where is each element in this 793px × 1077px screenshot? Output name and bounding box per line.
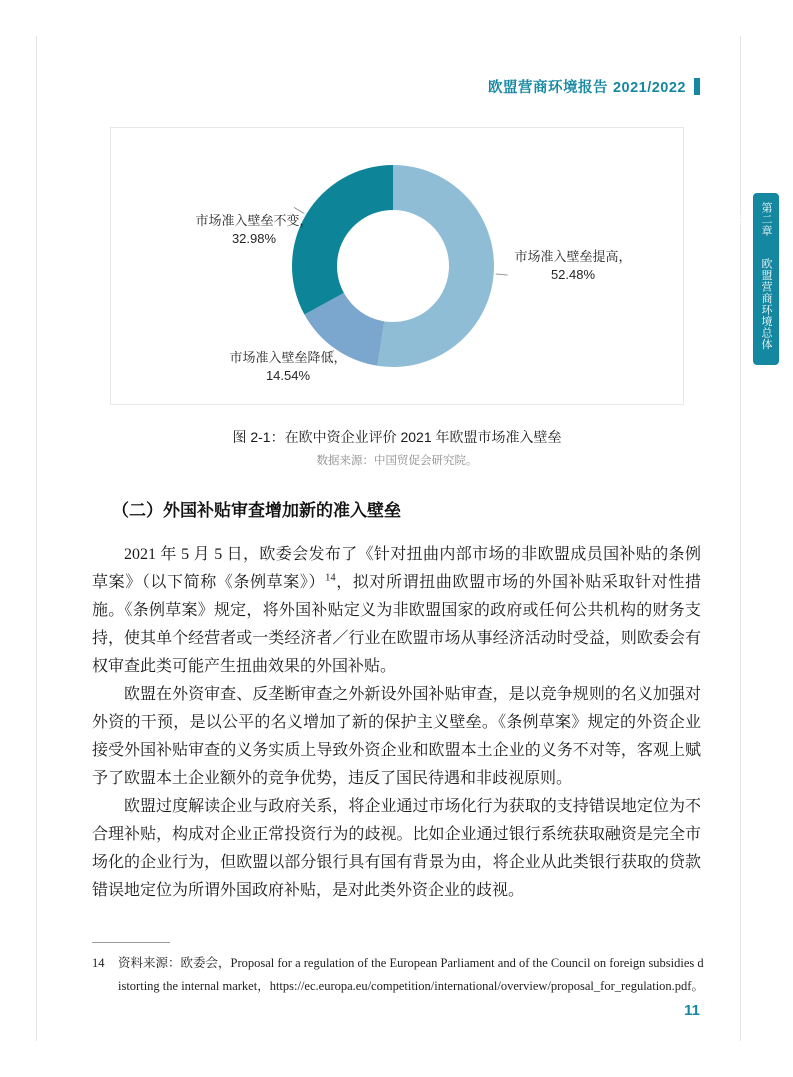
paragraph-1	[92, 541, 701, 681]
slice-label-increase	[498, 248, 648, 284]
figure-source: 数据来源：中国贸促会研究院。	[316, 455, 478, 467]
report-title-text: 欧盟营商环境报告	[487, 80, 608, 96]
page-edge-right	[740, 36, 741, 1041]
section-heading: （二）外国补贴审查增加新的准入壁垒	[112, 501, 401, 520]
footnote	[92, 952, 704, 998]
donut-slice-increase	[377, 165, 494, 367]
footnote-number: 14	[92, 956, 105, 970]
footnote-ref: 14	[325, 572, 336, 584]
figure-panel	[110, 127, 684, 405]
page-header	[488, 76, 700, 97]
slice-label-name: 市场准入壁垒不变，	[195, 213, 313, 228]
slice-label-name: 市场准入壁垒提高，	[514, 249, 632, 264]
slice-label-value: 32.98%	[231, 231, 277, 246]
paragraph-1-text: 2021 年 5 月 5 日，欧委会发布了《针对扭曲内部市场的非欧盟成员国补贴的条例草案》（以下简称《条例草案》）	[92, 546, 701, 591]
slice-label-value: 14.54%	[265, 368, 311, 383]
slice-label-value: 52.48%	[550, 267, 596, 282]
slice-label-decrease	[213, 349, 363, 385]
figure-caption: 图 2-1：在欧中资企业评价 2021 年欧盟市场准入壁垒	[232, 429, 562, 445]
chapter-tab-title: 欧盟营商环境总体问题	[734, 202, 772, 350]
slice-label-unchanged	[179, 212, 329, 248]
paragraph-3: 欧盟过度解读企业与政府关系，将企业通过市场化行为获取的支持错误地定位为不合理补贴，构成对企业正常投资行为的歧视。比如企业通过银行系统获取融资是完全市场化的企业行为，但欧盟以部分银行具有国有背景为由，将企业从此类银行获取的贷款错误地定位为所谓外国政府补贴，是对此类外资企业的歧视。	[92, 798, 701, 899]
paragraph-2: 欧盟在外资审查、反垄断审查之外新设外国补贴审查，是以竞争规则的名义加强对外资的干预，是以公平的名义增加了新的保护主义壁垒。《条例草案》规定的外资企业接受外国补贴审查的义务实质上导致外资企业和欧盟本土企业的义务不对等，客观上赋予了欧盟本土企业额外的竞争优势，违反了国民待遇和非歧视原则。	[92, 686, 701, 787]
footnote-text: 资料来源：欧委会，Proposal for a regulation of the European Parliament and of the Council on foreign subsidies distorting the internal market，https://ec.europa.eu/competition/international/overview/proposal_for_regulation.pdf。	[118, 956, 704, 993]
chapter-tab	[734, 193, 779, 365]
body-text	[92, 541, 701, 905]
chapter-tab-number: 第二章	[760, 202, 772, 237]
paragraph-1-text-cont: ，拟对所谓扭曲欧盟市场的外国补贴采取针对性措施。《条例草案》规定，将外国补贴定义为非欧盟国家的政府或任何公共机构的财务支持，使其单个经营者或一类经济者／行业在欧盟市场从事经济活动时受益，则欧委会有权审查此类可能产生扭曲效果的外国补贴。	[92, 574, 701, 675]
page-number: 11	[684, 1002, 700, 1019]
page-edge-left	[36, 36, 37, 1041]
slice-label-name: 市场准入壁垒降低，	[229, 350, 347, 365]
footnote-divider	[92, 942, 170, 943]
report-edition: 2021/2022	[612, 80, 686, 96]
report-title	[488, 76, 686, 97]
header-accent-bar	[694, 78, 700, 95]
